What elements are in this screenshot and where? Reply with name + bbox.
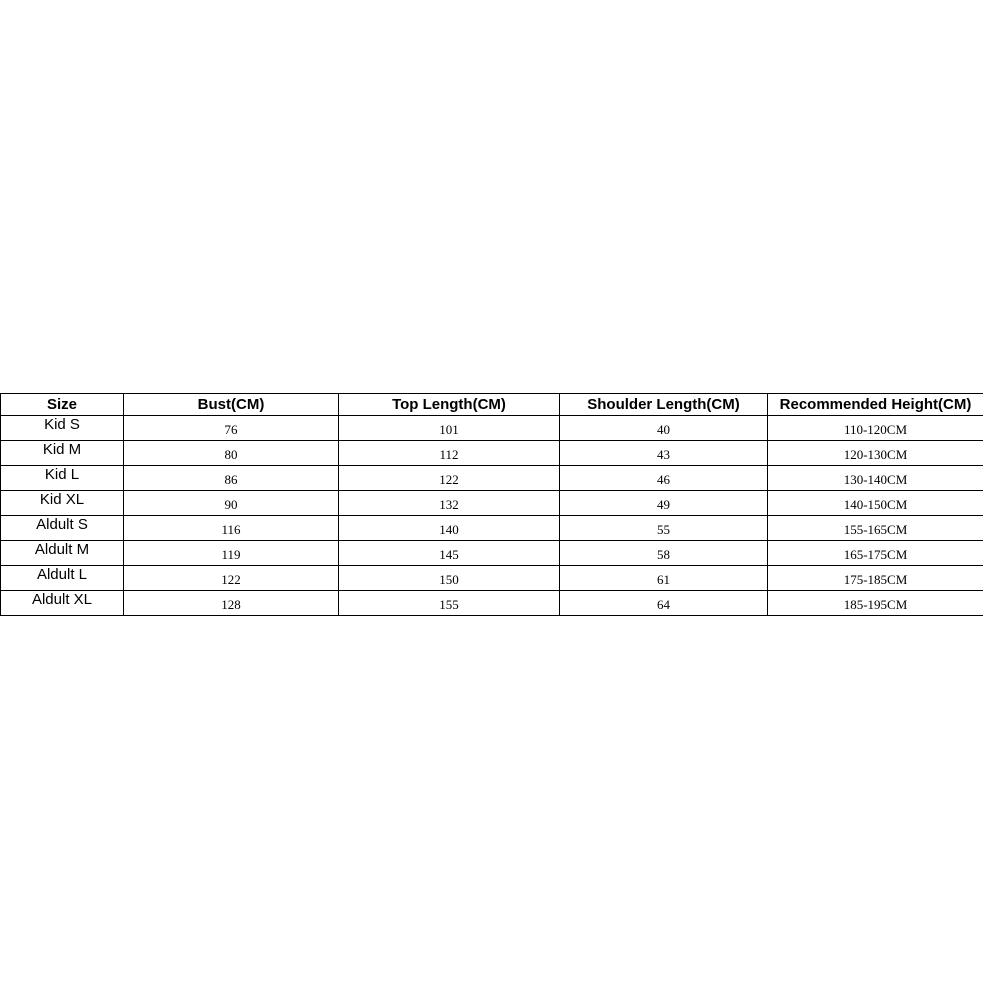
bust-cell: 76 [124,416,339,441]
table-row [1,566,983,591]
header-row [1,394,983,416]
table-row [1,441,983,466]
table-row [1,491,983,516]
header-bust: Bust(CM) [124,394,339,416]
table-row [1,591,983,616]
size-cell: Aldult XL [1,591,124,616]
shoulder-length-cell: 61 [560,566,768,591]
size-cell: Kid XL [1,491,124,516]
header-shoulder-length: Shoulder Length(CM) [560,394,768,416]
size-cell: Kid S [1,416,124,441]
recommended-height-cell: 175-185CM [768,566,983,591]
top-length-cell: 140 [339,516,560,541]
shoulder-length-cell: 58 [560,541,768,566]
size-cell: Aldult L [1,566,124,591]
recommended-height-cell: 165-175CM [768,541,983,566]
bust-cell: 86 [124,466,339,491]
bust-cell: 128 [124,591,339,616]
bust-cell: 122 [124,566,339,591]
shoulder-length-cell: 40 [560,416,768,441]
top-length-cell: 112 [339,441,560,466]
shoulder-length-cell: 46 [560,466,768,491]
table-row [1,541,983,566]
top-length-cell: 132 [339,491,560,516]
shoulder-length-cell: 43 [560,441,768,466]
size-chart-table [0,393,983,616]
header-recommended-height: Recommended Height(CM) [768,394,983,416]
table-row [1,516,983,541]
shoulder-length-cell: 49 [560,491,768,516]
bust-cell: 80 [124,441,339,466]
recommended-height-cell: 130-140CM [768,466,983,491]
shoulder-length-cell: 64 [560,591,768,616]
bust-cell: 90 [124,491,339,516]
top-length-cell: 101 [339,416,560,441]
top-length-cell: 150 [339,566,560,591]
recommended-height-cell: 155-165CM [768,516,983,541]
recommended-height-cell: 185-195CM [768,591,983,616]
header-size: Size [1,394,124,416]
bust-cell: 116 [124,516,339,541]
recommended-height-cell: 120-130CM [768,441,983,466]
table-row [1,466,983,491]
size-cell: Kid M [1,441,124,466]
recommended-height-cell: 110-120CM [768,416,983,441]
size-cell: Kid L [1,466,124,491]
bust-cell: 119 [124,541,339,566]
size-cell: Aldult S [1,516,124,541]
top-length-cell: 145 [339,541,560,566]
shoulder-length-cell: 55 [560,516,768,541]
header-top-length: Top Length(CM) [339,394,560,416]
recommended-height-cell: 140-150CM [768,491,983,516]
top-length-cell: 122 [339,466,560,491]
top-length-cell: 155 [339,591,560,616]
table-row [1,416,983,441]
size-cell: Aldult M [1,541,124,566]
